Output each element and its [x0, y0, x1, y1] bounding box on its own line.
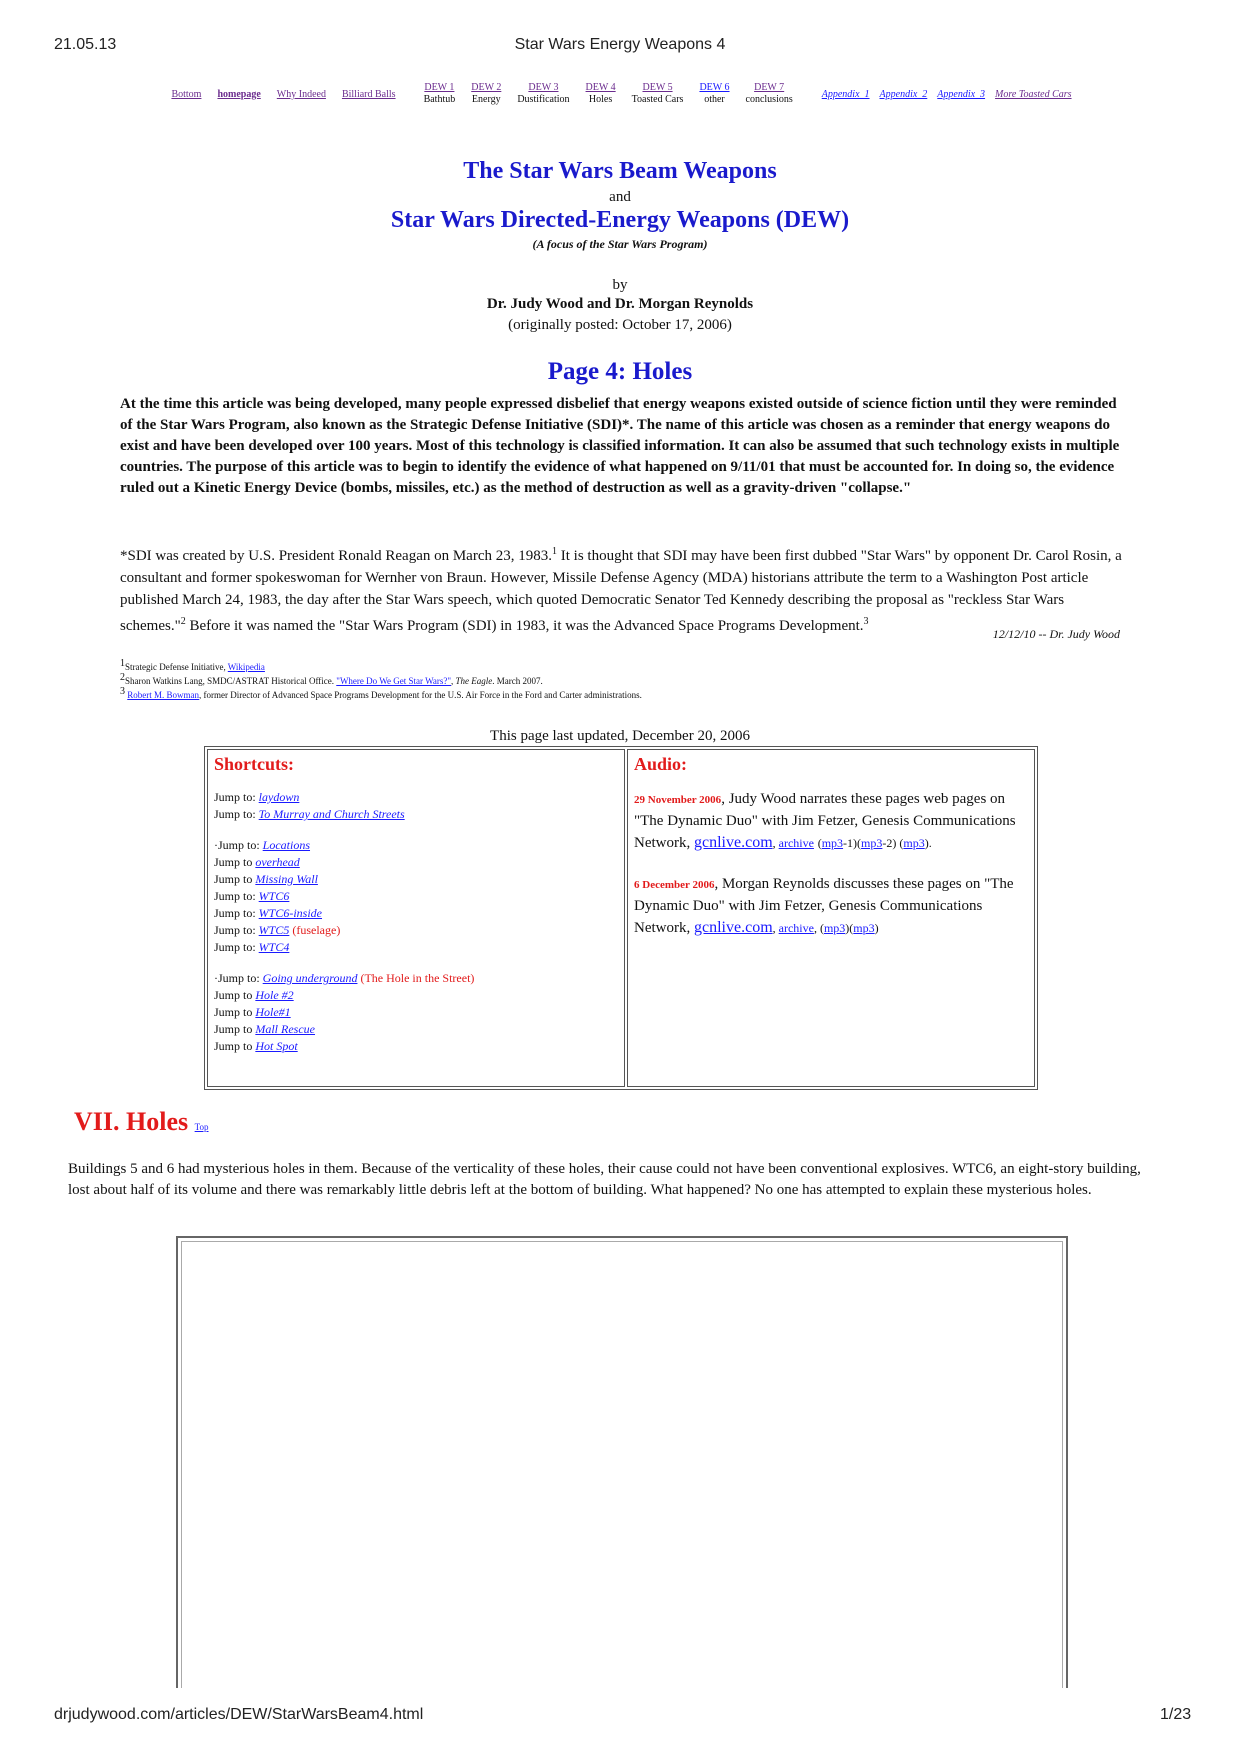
posted-date: (originally posted: October 17, 2006)	[508, 317, 732, 333]
nav-dew7-sub: conclusions	[745, 94, 793, 105]
jump-mall-rescue-link[interactable]: Mall Rescue	[255, 1022, 315, 1036]
nav-dew5-link[interactable]: DEW 5	[642, 82, 673, 93]
jump-item	[214, 854, 618, 871]
jump-wtc4-link[interactable]: WTC4	[258, 940, 290, 954]
jump-item	[214, 905, 618, 922]
jump-prefix: ·Jump to:	[214, 838, 263, 852]
footnote-3-link[interactable]: Robert M. Bowman	[127, 690, 199, 700]
audio-entry-2-archive-link[interactable]: archive	[778, 921, 814, 935]
jump-locations-link[interactable]: Locations	[262, 838, 311, 852]
footnote-1-link[interactable]: Wikipedia	[227, 662, 265, 672]
jump-item	[214, 871, 618, 888]
jump-item	[214, 987, 618, 1004]
nav-billiard-balls-link[interactable]: Billiard Balls	[341, 89, 396, 100]
authors: Dr. Judy Wood and Dr. Morgan Reynolds	[486, 296, 754, 312]
shortcuts-audio-table	[204, 746, 1038, 1090]
nav-bottom-link[interactable]: Bottom	[171, 89, 202, 100]
nav-dew3[interactable]	[517, 82, 569, 106]
jump-item	[214, 789, 618, 806]
byline-by: by	[612, 277, 628, 293]
audio-entry-1: 29 November 2006, Judy Wood narrates these pages web pages on "The Dynamic Duo" with Jim Fetzer, Genesis Communications Network, gcnlive.com, archive (mp3-1)(mp3-2) (mp3).	[634, 791, 1016, 851]
sdi-footnote-ref-3: 3	[863, 616, 869, 627]
audio-entry-1-gcnlive-link[interactable]: gcnlive.com	[694, 834, 773, 851]
jump-laydown-link[interactable]: laydown	[258, 790, 300, 804]
footnote-3	[120, 686, 642, 700]
audio-entry-1-text2: "The Dynamic Duo" with Jim Fetzer, Genesis Communications Network,	[634, 813, 1016, 851]
section-heading-text: VII. Holes	[74, 1107, 189, 1136]
nav-dew6[interactable]	[699, 82, 729, 106]
audio-entry-1-mp3-link-3[interactable]: mp3	[903, 836, 925, 850]
audio-entry-2: 6 December 2006, Morgan Reynolds discusses these pages on "The Dynamic Duo" with Jim Fetzer, Genesis Communications Network, gcnlive.com, archive, (mp3)(mp3)	[634, 876, 1014, 936]
page-heading: Page 4: Holes	[547, 358, 693, 385]
nav-dew7[interactable]	[746, 82, 793, 106]
nav-right-links	[817, 89, 1077, 101]
sdi-text-2: It is thought that SDI may have been first dubbed "Star Wars" by opponent Dr. Carol Rosin, a consultant and former spokeswoman for Wernher von Braun. However, Missile Defense Agency (MDA) historians attribute the term to a Washington Post article published March 24, 1983, the day after the Star Wars speech, which quoted Democratic Senator Ted Kennedy describing the proposal as "reckless Star Wars schemes."	[120, 548, 1122, 634]
jump-prefix: Jump to:	[214, 889, 259, 903]
nav-homepage-link[interactable]: homepage	[217, 89, 261, 100]
jump-item	[214, 888, 618, 905]
jump-wtc6-inside-link[interactable]: WTC6-inside	[258, 906, 323, 920]
audio-entry-1-mp3-label-1: -1)(	[843, 836, 862, 850]
jump-prefix: Jump to	[214, 1005, 256, 1019]
jump-prefix: Jump to:	[214, 940, 259, 954]
nav-dew6-sub: other	[704, 94, 725, 105]
nav-dew2-sub: Energy	[471, 94, 501, 105]
audio-entry-1-separator: ,	[772, 836, 779, 850]
sdi-paragraph	[120, 541, 1130, 637]
jump-prefix: Jump to	[214, 988, 256, 1002]
nav-dew-links	[416, 82, 801, 106]
nav-appendix2-link[interactable]: Appendix_2	[879, 89, 928, 100]
audio-entry-2-mp3-link-1[interactable]: mp3	[823, 921, 846, 935]
audio-entry-1-end: ).	[924, 836, 932, 850]
jump-overhead-link[interactable]: overhead	[255, 855, 300, 869]
sdi-footnote-ref-2: 2	[180, 616, 186, 627]
jump-item	[214, 939, 618, 956]
audio-cell	[627, 749, 1035, 1087]
audio-entry-2-mp3-link-2[interactable]: mp3	[853, 921, 875, 935]
footnote-2-date: March 2007.	[494, 676, 543, 686]
nav-dew2-link[interactable]: DEW 2	[471, 82, 502, 93]
audio-heading: Audio:	[634, 754, 688, 774]
jump-prefix: ·Jump to:	[214, 971, 263, 985]
top-link[interactable]: Top	[194, 1122, 209, 1132]
audio-entry-2-gcnlive-link[interactable]: gcnlive.com	[694, 919, 773, 936]
jump-prefix: Jump to:	[214, 790, 259, 804]
jump-item	[214, 1038, 618, 1055]
article-title: The Star Wars Beam Weapons	[463, 158, 777, 184]
footnote-2-num: 2	[120, 672, 125, 683]
jump-hole1-link[interactable]: Hole#1	[255, 1005, 291, 1019]
jump-item	[214, 806, 618, 823]
audio-entry-2-text: , Morgan Reynolds discusses these pages on "The Dynamic Duo" with Jim Fetzer, Genesis Communications Network,	[634, 876, 1014, 936]
footnote-1-num: 1	[120, 658, 125, 669]
last-updated: This page last updated, December 20, 2006	[490, 728, 750, 744]
image-frame-inner	[181, 1241, 1063, 1688]
footnote-1-text: Strategic Defense Initiative,	[125, 662, 228, 672]
nav-dew6-link[interactable]: DEW 6	[699, 82, 730, 93]
shortcuts-list	[214, 789, 618, 1055]
sdi-footnote-ref-1: 1	[552, 546, 557, 557]
jump-missing-wall-link[interactable]: Missing Wall	[255, 872, 318, 886]
jump-item	[214, 1021, 618, 1038]
jump-prefix: Jump to	[214, 1022, 256, 1036]
jump-item	[214, 1004, 618, 1021]
footnote-2: $^2$Sharon Watkins Lang, SMDC/ASTRAT Historical Office. "Where Do We Get Star Wars?", The Eagle. March 2007.	[120, 672, 543, 686]
nav-dew1-link[interactable]: DEW 1	[424, 82, 455, 93]
title-focus: (A focus of the Star Wars Program)	[532, 237, 708, 251]
nav-why-indeed-link[interactable]: Why Indeed	[276, 89, 326, 100]
jump-item	[214, 970, 618, 987]
nav-left-links	[163, 89, 403, 101]
nav-dew3-link[interactable]: DEW 3	[528, 82, 559, 93]
print-page-number: 1/23	[1160, 1706, 1192, 1723]
footnote-2-publication: The Eagle	[455, 676, 493, 686]
print-date: 21.05.13	[54, 36, 117, 53]
sdi-text-1: *SDI was created by U.S. President Ronald Reagan on March 23, 1983.	[120, 548, 552, 564]
footnote-3-text: , former Director of Advanced Space Programs Development for the U.S. Air Force in the Ford and Carter administrations.	[199, 690, 642, 700]
audio-entry-2-date: 6 December 2006	[634, 879, 715, 891]
sdi-signature: 12/12/10 -- Dr. Judy Wood	[992, 627, 1120, 641]
shortcuts-cell	[207, 749, 625, 1087]
audio-entry-1-mp3-link-2[interactable]: mp3	[861, 836, 883, 850]
jump-prefix: Jump to:	[214, 807, 259, 821]
article-subtitle: Star Wars Directed-Energy Weapons (DEW)	[390, 207, 850, 233]
nav-dew4-sub: Holes	[588, 94, 613, 105]
footnote-3-num: 3	[120, 686, 125, 697]
nav-dew3-sub: Dustification	[517, 94, 570, 105]
jump-prefix: Jump to:	[214, 923, 259, 937]
top-navigation	[0, 82, 1240, 106]
print-url: drjudywood.com/articles/DEW/StarWarsBeam4.html	[54, 1706, 424, 1723]
title-and: and	[609, 189, 631, 205]
footnote-2-text: Sharon Watkins Lang, SMDC/ASTRAT Historical Office.	[125, 676, 337, 686]
nav-dew1[interactable]	[424, 82, 456, 106]
jump-prefix: Jump to:	[214, 906, 259, 920]
nav-dew4[interactable]	[586, 82, 616, 106]
nav-dew7-link[interactable]: DEW 7	[754, 82, 785, 93]
jump-wtc5-link[interactable]: WTC5	[258, 923, 290, 937]
audio-entry-1-date: 29 November 2006	[634, 794, 722, 806]
sdi-text-3: Before it was named the "Star Wars Program (SDI) in 1983, it was the Advanced Space Programs Development.	[185, 618, 864, 634]
footnote-1	[120, 658, 265, 672]
audio-entry-1-text: , Judy Wood narrates these pages web pages on	[721, 791, 1006, 807]
nav-dew5-sub: Toasted Cars	[631, 94, 684, 105]
jump-hot-spot-link[interactable]: Hot Spot	[255, 1039, 298, 1053]
nav-appendix3-link[interactable]: Appendix_3	[937, 89, 986, 100]
jump-wtc5-note: (fuselage)	[289, 923, 341, 937]
audio-entry-1-archive-link[interactable]: archive	[778, 836, 814, 850]
jump-prefix: Jump to	[214, 872, 256, 886]
nav-appendix1-link[interactable]: Appendix_1	[821, 89, 870, 100]
jump-going-underground-link[interactable]: Going underground	[262, 971, 358, 985]
nav-dew2[interactable]	[471, 82, 501, 106]
jump-wtc6-link[interactable]: WTC6	[258, 889, 290, 903]
audio-entry-1-mp3-label-2: -2) (	[882, 836, 904, 850]
shortcuts-heading: Shortcuts:	[214, 754, 294, 774]
jump-murray-church-link[interactable]: To Murray and Church Streets	[258, 807, 405, 821]
footnote-2-link[interactable]: "Where Do We Get Star Wars?"	[336, 676, 452, 686]
image-frame	[176, 1236, 1068, 1688]
audio-entry-1-mp3-link-1[interactable]: mp3	[821, 836, 844, 850]
print-title: Star Wars Energy Weapons 4	[514, 36, 726, 53]
jump-prefix: Jump to	[214, 1039, 256, 1053]
jump-item	[214, 837, 618, 854]
nav-dew4-link[interactable]: DEW 4	[585, 82, 616, 93]
jump-going-underground-note: (The Hole in the Street)	[357, 971, 475, 985]
jump-item	[214, 922, 618, 939]
section-body: Buildings 5 and 6 had mysterious holes in them. Because of the verticality of these holes, their cause could not have been conventional explosives. WTC6, an eight-story building, lost about half of its volume and there was remarkably little debris left at the bottom of building. What happened? No one has attempted to explain these mysterious holes.	[68, 1161, 1141, 1198]
section-heading	[74, 1107, 209, 1137]
jump-prefix: Jump to	[214, 855, 256, 869]
nav-dew1-sub: Bathtub	[423, 94, 456, 105]
nav-more-toasted-cars-link[interactable]: More Toasted Cars	[995, 89, 1072, 100]
nav-dew5[interactable]	[632, 82, 684, 106]
intro-paragraph: At the time this article was being developed, many people expressed disbelief that energy weapons existed outside of science fiction until they were reminded of the Star Wars Program, also known as the Strategic Defense Initiative (SDI)*. The name of this article was chosen as a reminder that energy weapons do exist and have been developed over 100 years. Most of this technology is classified information. It can also be assumed that such technology exists in multiple countries. The purpose of this article was to begin to identify the evidence of what happened on 9/11/01 that must be accounted for. In doing so, the evidence ruled out a Kinetic Energy Device (bombs, missiles, etc.) as the method of destruction as well as a gravity-driven "collapse."	[120, 396, 1120, 496]
jump-hole2-link[interactable]: Hole #2	[255, 988, 294, 1002]
